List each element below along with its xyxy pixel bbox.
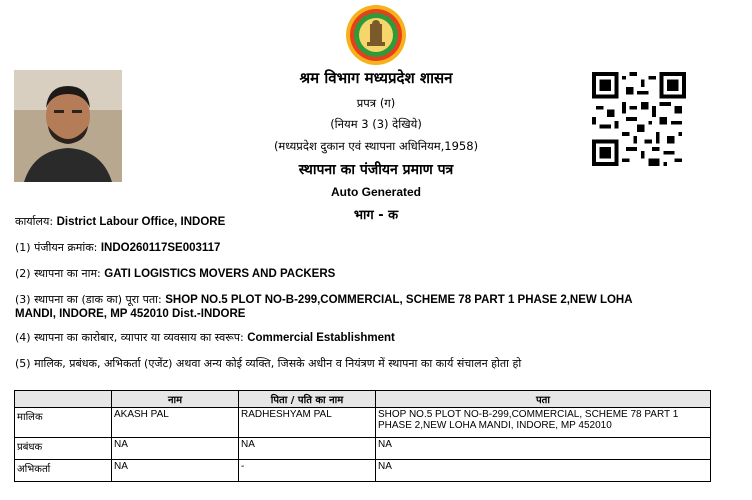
table-cell: RADHESHYAM PAL xyxy=(239,408,376,438)
rule-label: (नियम 3 (3) देखिये) xyxy=(330,117,422,131)
table-cell: NA xyxy=(376,460,711,482)
persons-label: (5) मालिक, प्रबंधक, अभिकर्ता (एजेंट) अथवा अन्य कोई व्यक्ति, जिसके अधीन व नियंत्रण में स्थापना का कार्य संचालन होता हो xyxy=(15,357,522,370)
table-header-cell: पता xyxy=(376,391,711,408)
business-label: (4) स्थापना का कारोबार, व्यापार या व्यवसाय का स्वरूप: xyxy=(15,331,244,344)
table-cell: मालिक xyxy=(15,408,112,438)
address-value-line2: MANDI, INDORE, MP 452010 Dist.-INDORE xyxy=(15,308,246,320)
establishment-name-row xyxy=(15,266,335,281)
auto-generated-label: Auto Generated xyxy=(330,185,421,199)
mp-government-emblem xyxy=(345,4,407,66)
address-value-line1: SHOP NO.5 PLOT NO-B-299,COMMERCIAL, SCHEME 78 PART 1 PHASE 2,NEW LOHA xyxy=(165,294,633,306)
act-label: (मध्यप्रदेश दुकान एवं स्थापना अधिनियम,1958) xyxy=(273,139,479,153)
table-cell: AKASH PAL xyxy=(112,408,239,438)
qr-code xyxy=(592,72,686,166)
table-cell: अभिकर्ता xyxy=(15,460,112,482)
certificate-title: स्थापना का पंजीयन प्रमाण पत्र xyxy=(298,162,454,178)
table-header-cell xyxy=(15,391,112,408)
table-row xyxy=(15,460,711,482)
table-cell: NA xyxy=(112,438,239,460)
table-cell: प्रबंधक xyxy=(15,438,112,460)
table-header-row xyxy=(15,391,711,408)
table-cell: NA xyxy=(239,438,376,460)
registration-row xyxy=(15,240,220,255)
registration-number: INDO260117SE003117 xyxy=(100,242,221,254)
department-title: श्रम विभाग मध्यप्रदेश शासन xyxy=(299,69,453,87)
registration-label: (1) पंजीयन क्रमांक: xyxy=(15,241,98,254)
address-label: (3) स्थापना का (डाक का) पूरा पता: xyxy=(15,293,162,306)
office-row xyxy=(15,214,225,229)
table-header-cell: पिता / पति का नाम xyxy=(239,391,376,408)
office-label: कार्यालय: xyxy=(15,215,54,228)
establishment-name-label: (2) स्थापना का नाम: xyxy=(15,267,101,280)
form-label: प्रपत्र (ग) xyxy=(356,96,396,110)
persons-table xyxy=(14,390,711,482)
table-cell: SHOP NO.5 PLOT NO-B-299,COMMERCIAL, SCHEME 78 PART 1 PHASE 2,NEW LOHA MANDI, INDORE, MP 452010 xyxy=(376,408,711,438)
business-row xyxy=(15,330,395,345)
address-row xyxy=(15,292,633,307)
table-cell: - xyxy=(239,460,376,482)
business-value: Commercial Establishment xyxy=(247,332,395,344)
table-header-cell: नाम xyxy=(112,391,239,408)
table-row xyxy=(15,438,711,460)
table-row xyxy=(15,408,711,438)
part-label: भाग - क xyxy=(353,208,399,223)
table-cell: NA xyxy=(376,438,711,460)
owner-photo xyxy=(14,70,122,182)
office-value: District Labour Office, INDORE xyxy=(56,216,226,228)
table-cell: NA xyxy=(112,460,239,482)
establishment-name-value: GATI LOGISTICS MOVERS AND PACKERS xyxy=(104,268,336,280)
